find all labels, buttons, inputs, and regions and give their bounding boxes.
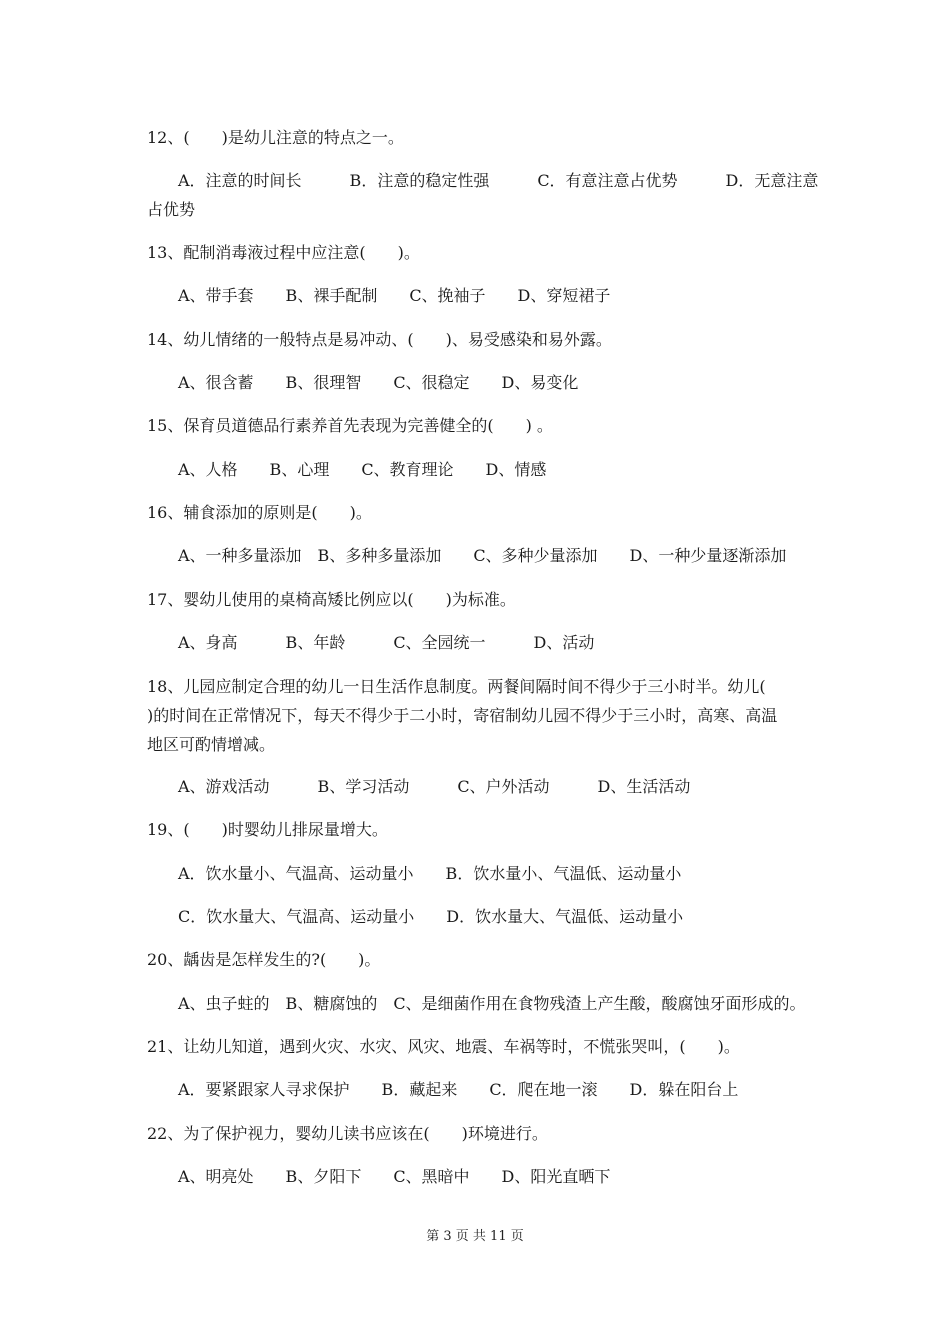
question-14: 14、幼儿情绪的一般特点是易冲动、( )、易受感染和易外露。 <box>147 330 612 349</box>
question-18: 18、儿园应制定合理的幼儿一日生活作息制度。两餐间隔时间不得少于三小时半。幼儿( <box>147 677 766 696</box>
question-20: 20、龋齿是怎样发生的?( )。 <box>147 950 381 969</box>
question-22: 22、为了保护视力，婴幼儿读书应该在( )环境进行。 <box>147 1124 548 1143</box>
question-22-options: A、明亮处 B、夕阳下 C、黑暗中 D、阳光直晒下 <box>178 1167 611 1186</box>
question-18-options: A、游戏活动 B、学习活动 C、户外活动 D、生活活动 <box>178 777 691 796</box>
question-12-options: A．注意的时间长 B．注意的稳定性强 C．有意注意占优势 D．无意注意 <box>178 171 819 190</box>
question-19-options-2: C．饮水量大、气温高、运动量小 D．饮水量大、气温低、运动量小 <box>178 907 684 926</box>
question-15: 15、保育员道德品行素养首先表现为完善健全的( ) 。 <box>147 416 553 435</box>
question-18-line-3: 地区可酌情增减。 <box>147 735 276 754</box>
question-21-options: A．要紧跟家人寻求保护 B．藏起来 C．爬在地一滚 D．躲在阳台上 <box>178 1080 739 1099</box>
question-21: 21、让幼儿知道，遇到火灾、水灾、风灾、地震、车祸等时，不慌张哭叫，( )。 <box>147 1037 740 1056</box>
question-12-options-cont: 占优势 <box>147 200 196 219</box>
question-19-options-1: A．饮水量小、气温高、运动量小 B．饮水量小、气温低、运动量小 <box>178 864 682 883</box>
question-16-options: A、一种多量添加 B、多种多量添加 C、多种少量添加 D、一种少量逐渐添加 <box>178 546 787 565</box>
question-15-options: A、人格 B、心理 C、教育理论 D、情感 <box>178 460 547 479</box>
question-12: 12、( )是幼儿注意的特点之一。 <box>147 128 404 147</box>
question-18-line-2: )的时间在正常情况下，每天不得少于二小时，寄宿制幼儿园不得少于三小时，高寒、高温 <box>147 706 778 725</box>
question-17-options: A、身高 B、年龄 C、全园统一 D、活动 <box>178 633 595 652</box>
question-13: 13、配制消毒液过程中应注意( )。 <box>147 243 420 262</box>
question-20-options: A、虫子蛀的 B、糖腐蚀的 C、是细菌作用在食物残渣上产生酸，酸腐蚀牙面形成的。 <box>178 994 806 1013</box>
question-19: 19、( )时婴幼儿排尿量增大。 <box>147 820 388 839</box>
page-number-footer: 第 3 页 共 11 页 <box>426 1229 524 1244</box>
question-14-options: A、很含蓄 B、很理智 C、很稳定 D、易变化 <box>178 373 579 392</box>
question-16: 16、辅食添加的原则是( )。 <box>147 503 372 522</box>
question-17: 17、婴幼儿使用的桌椅高矮比例应以( )为标准。 <box>147 590 516 609</box>
question-13-options: A、带手套 B、裸手配制 C、挽袖子 D、穿短裙子 <box>178 286 611 305</box>
